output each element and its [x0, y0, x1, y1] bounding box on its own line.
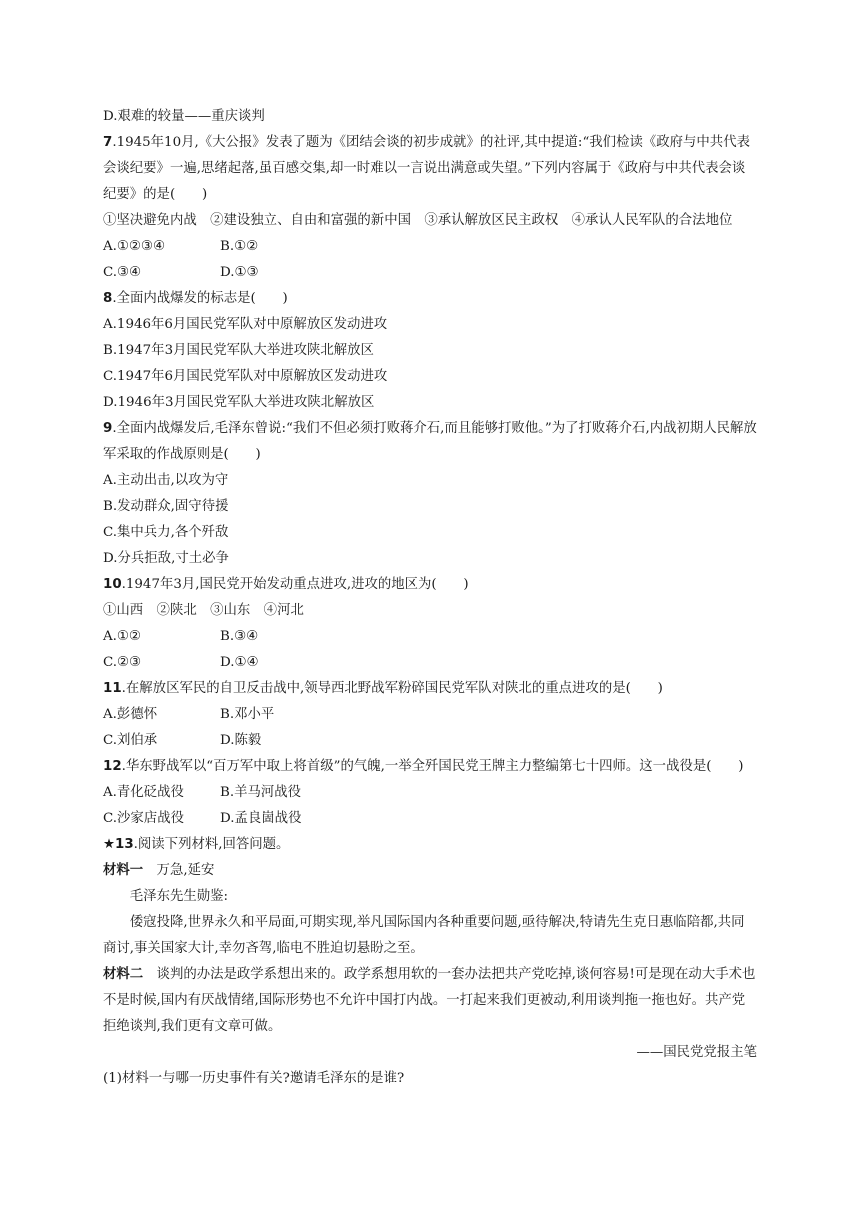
option-d: D.孟良崮战役 [220, 811, 302, 826]
option-a: A.彭德怀 [103, 707, 158, 722]
material-1-header [103, 858, 757, 884]
question-9 [103, 416, 757, 468]
option-d: D.陈毅 [220, 733, 262, 748]
option-d: D.分兵拒敌,寸土必争 [103, 551, 229, 566]
material-1-body: 倭寇投降,世界永久和平局面,可期实现,举凡国际国内各种重要问题,亟待解决,特请先生克日惠临陪都,共同商讨,事关国家大计,幸勿吝驾,临电不胜迫切悬盼之至。 [103, 915, 745, 956]
question-number: 12 [103, 759, 122, 774]
material-2-source: ——国民党党报主笔 [636, 1045, 757, 1060]
material-body: 谈判的办法是政学系想出来的。政学系想用软的一套办法把共产党吃掉,谈何容易!可是现在动大手术也不是时候,国内有厌战情绪,国际形势也不允许中国打内战。一打起来我们更被动,利用谈判拖一拖也好。共产党拒绝谈判,我们更有文章可做。 [103, 967, 756, 1034]
question-stem: .华东野战军以“百万军中取上将首级”的气魄,一举全歼国民党王牌主力整编第七十四师。这一战役是( ) [121, 759, 744, 774]
question-7-options-row-1 [103, 234, 757, 260]
question-stem: .1945年10月,《大公报》发表了题为《团结会谈的初步成就》的社评,其中提道:“我们检读《政府与中共代表会谈纪要》一遍,思绪起落,虽百感交集,却一时难以一言说出满意或失望。”下列内容属于《政府与中共代表会谈纪要》的是( ) [103, 135, 750, 202]
document-page [103, 104, 757, 1092]
question-number: ★13 [103, 837, 134, 852]
option-c: C.③④ [103, 265, 142, 280]
question-13 [103, 832, 757, 858]
question-stem: .1947年3月,国民党开始发动重点进攻,进攻的地区为( ) [121, 577, 469, 592]
material-1-salutation: 毛泽东先生勋鉴: [129, 889, 229, 904]
question-12-options-row-1 [103, 780, 757, 806]
question-10 [103, 572, 757, 598]
question-11 [103, 676, 757, 702]
question-stem: .全面内战爆发后,毛泽东曾说:“我们不但必须打败蒋介石,而且能够打败他。”为了打败蒋介石,内战初期人民解放军采取的作战原则是( ) [103, 421, 757, 462]
option-b: B.发动群众,固守待援 [103, 499, 229, 514]
material-label: 材料一 [103, 863, 144, 878]
option-a: A.青化砭战役 [103, 785, 184, 800]
option-c: C.②③ [103, 655, 142, 670]
question-number: 8 [103, 291, 113, 306]
question-7 [103, 130, 757, 208]
question-7-items: ①坚决避免内战 ②建设独立、自由和富强的新中国 ③承认解放区民主政权 ④承认人民军队的合法地位 [103, 213, 733, 228]
sub-question-1: (1)材料一与哪一历史事件有关?邀请毛泽东的是谁? [103, 1071, 405, 1086]
material-heading: 万急,延安 [143, 863, 215, 878]
question-number: 7 [103, 135, 113, 150]
question-10-options-row-2 [103, 650, 757, 676]
option-b: B.③④ [220, 629, 259, 644]
question-10-options-row-1 [103, 624, 757, 650]
option-b: B.1947年3月国民党军队大举进攻陕北解放区 [103, 343, 374, 358]
question-stem: .全面内战爆发的标志是( ) [112, 291, 288, 306]
option-a: A.1946年6月国民党军队对中原解放区发动进攻 [103, 317, 388, 332]
question-12 [103, 754, 757, 780]
option-d: D.①③ [220, 265, 259, 280]
question-10-items: ①山西 ②陕北 ③山东 ④河北 [103, 603, 304, 618]
question-11-options-row-1 [103, 702, 757, 728]
question-stem: .在解放区军民的自卫反击战中,领导西北野战军粉碎国民党军队对陕北的重点进攻的是( ) [121, 681, 663, 696]
option-b: B.①② [220, 239, 259, 254]
option-d: D.1946年3月国民党军队大举进攻陕北解放区 [103, 395, 375, 410]
option-c: C.沙家店战役 [103, 811, 184, 826]
question-11-options-row-2 [103, 728, 757, 754]
question-7-options-row-2 [103, 260, 757, 286]
q6-option-d: D.艰难的较量——重庆谈判 [103, 109, 265, 124]
material-2 [103, 962, 757, 1040]
question-8 [103, 286, 757, 312]
option-a: A.①② [103, 629, 141, 644]
question-number: 9 [103, 421, 113, 436]
option-c: C.集中兵力,各个歼敌 [103, 525, 229, 540]
option-b: B.羊马河战役 [220, 785, 302, 800]
question-stem: .阅读下列材料,回答问题。 [133, 837, 290, 852]
option-a: A.①②③④ [103, 239, 165, 254]
option-c: C.1947年6月国民党军队对中原解放区发动进攻 [103, 369, 388, 384]
question-number: 11 [103, 681, 122, 696]
question-12-options-row-2 [103, 806, 757, 832]
material-label: 材料二 [103, 967, 144, 982]
option-a: A.主动出击,以攻为守 [103, 473, 229, 488]
question-number: 10 [103, 577, 122, 592]
option-d: D.①④ [220, 655, 259, 670]
option-c: C.刘伯承 [103, 733, 158, 748]
option-b: B.邓小平 [220, 707, 275, 722]
